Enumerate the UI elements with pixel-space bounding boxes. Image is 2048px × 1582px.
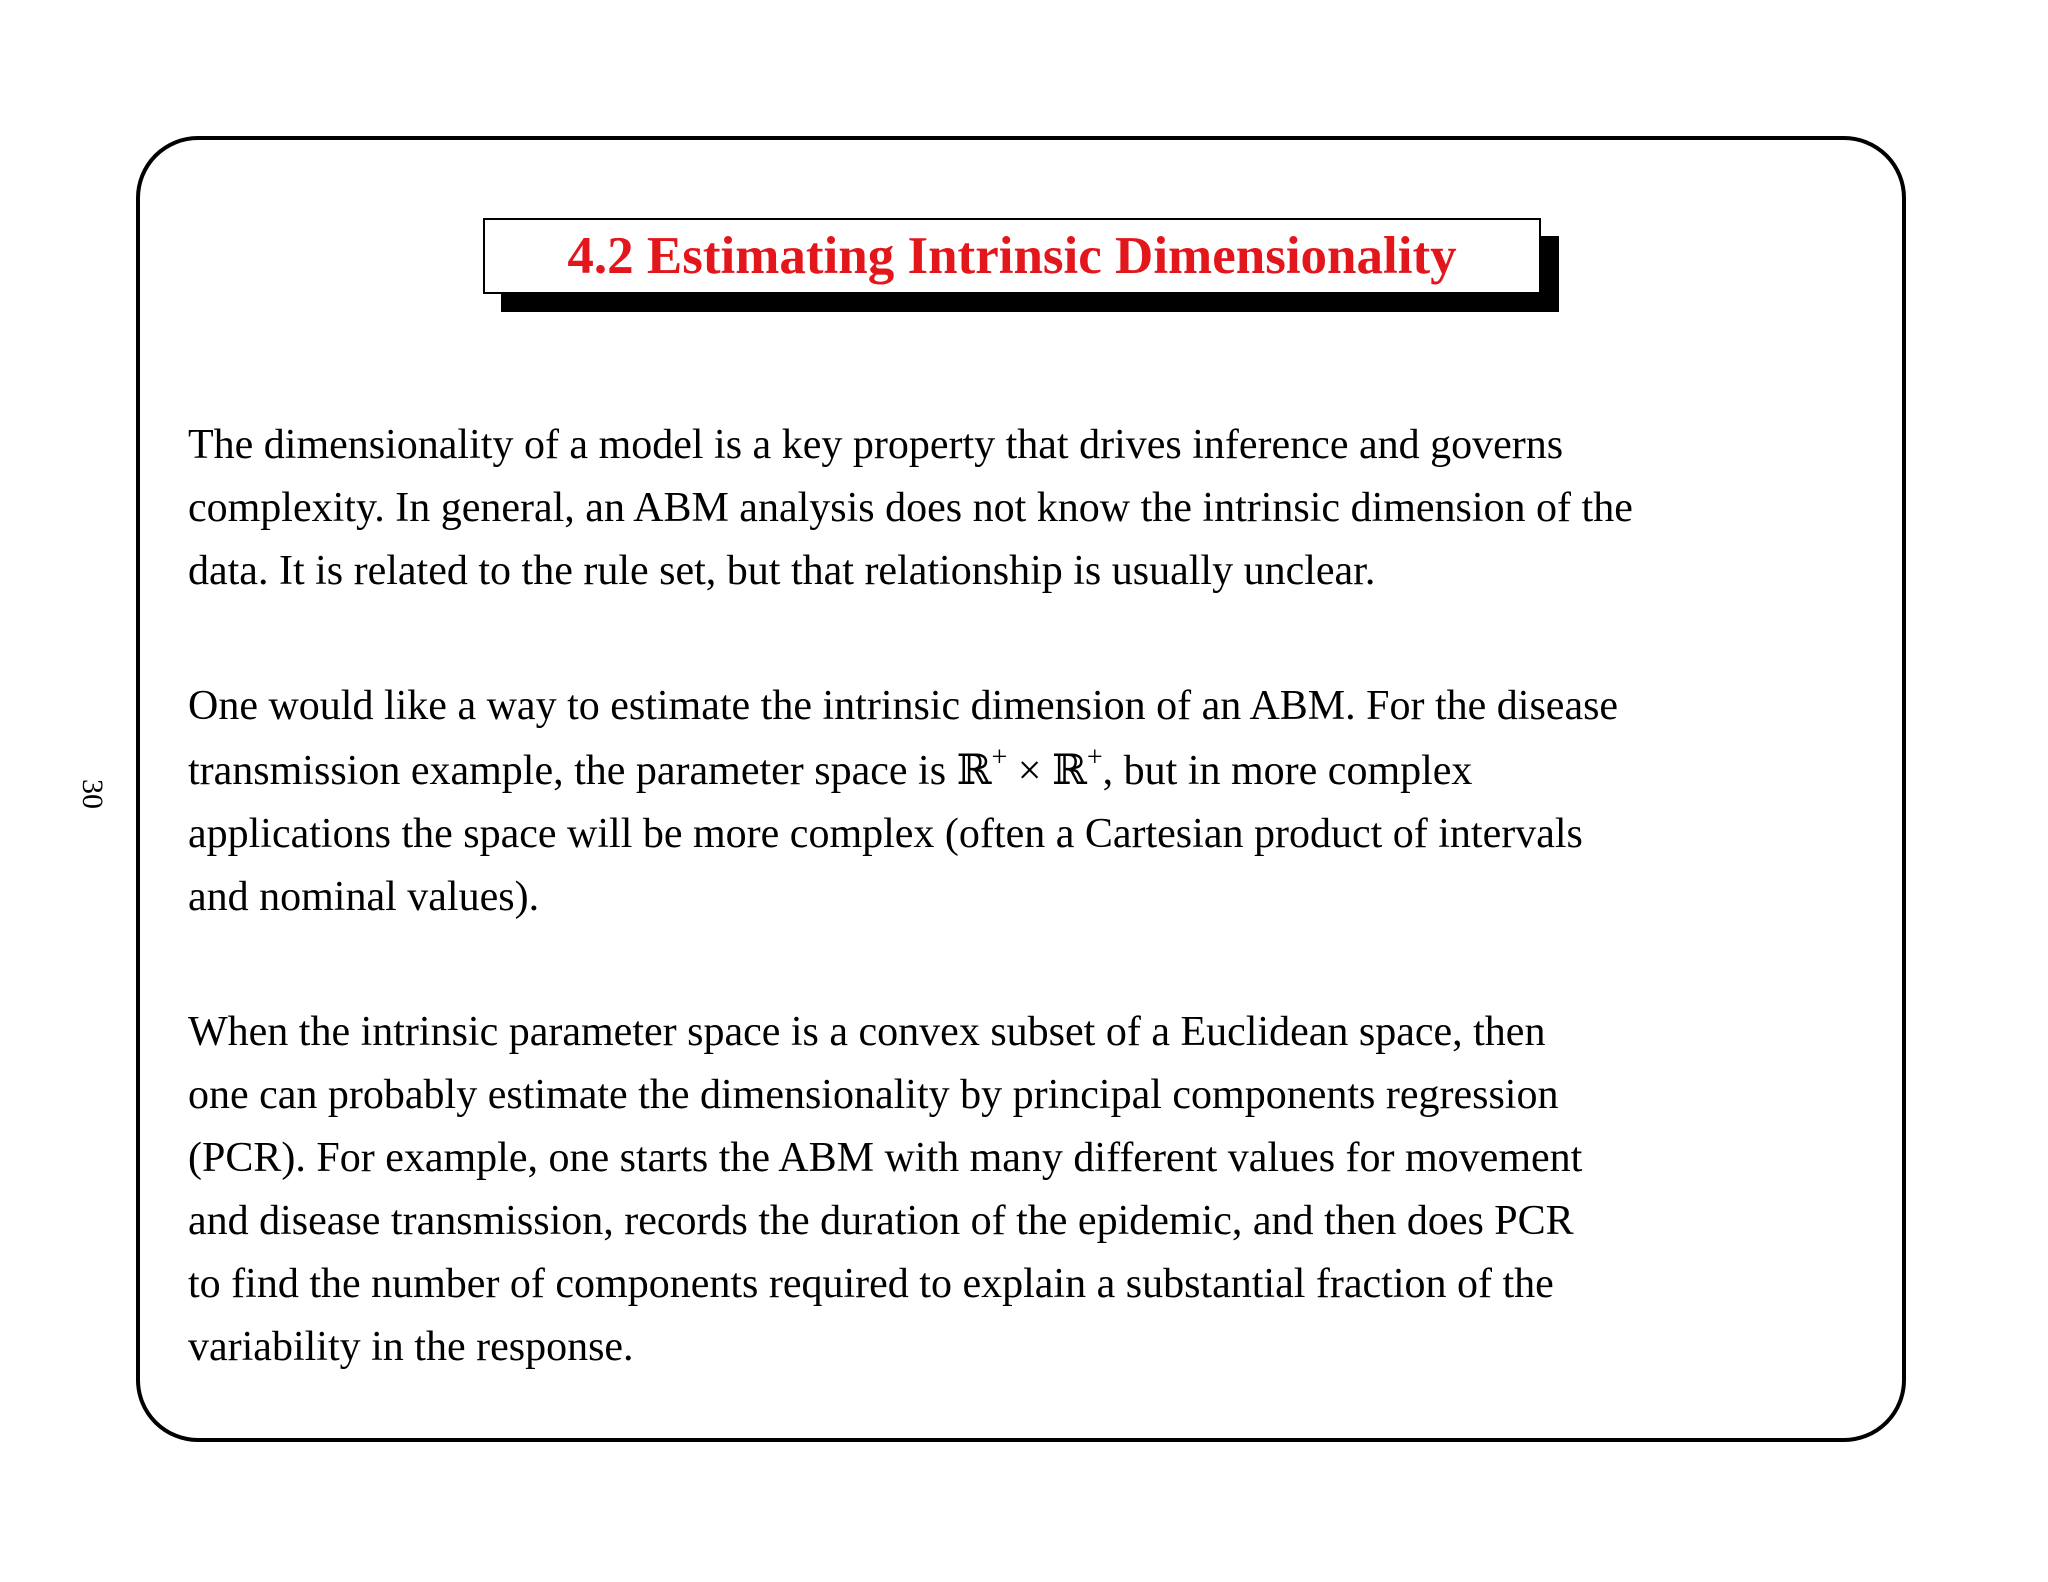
paragraph-line-with-math — [188, 738, 1888, 803]
paragraph-line: and disease transmission, records the duration of the epidemic, and then does PCR — [188, 1198, 1574, 1244]
real-numbers-symbol: ℝ — [1051, 745, 1087, 794]
page-number: 30 — [76, 779, 109, 809]
body-text — [188, 414, 1888, 1451]
times-symbol: × — [1007, 748, 1052, 794]
paragraph-line: applications the space will be more complex (often a Cartesian product of intervals — [188, 811, 1583, 857]
paragraph-line: and nominal values). — [188, 874, 540, 920]
paragraph-line: The dimensionality of a model is a key property that drives inference and governs — [188, 422, 1564, 468]
title-box — [483, 218, 1541, 294]
line-text-before-math: transmission example, the parameter space is — [188, 748, 957, 794]
paragraph-2 — [188, 675, 1888, 929]
positive-superscript: + — [991, 742, 1008, 773]
section-title: 4.2 Estimating Intrinsic Dimensionality — [567, 226, 1457, 285]
paragraph-line: (PCR). For example, one starts the ABM with many different values for movement — [188, 1135, 1583, 1181]
paragraph-3 — [188, 1001, 1888, 1379]
line-text-after-math: , but in more complex — [1102, 748, 1473, 794]
paragraph-line: data. It is related to the rule set, but that relationship is usually unclear. — [188, 548, 1376, 594]
paragraph-1 — [188, 414, 1888, 603]
paragraph-line: to find the number of components required to explain a substantial fraction of the — [188, 1261, 1554, 1307]
paragraph-line: one can probably estimate the dimensionality by principal components regression — [188, 1072, 1559, 1118]
paragraph-line: complexity. In general, an ABM analysis does not know the intrinsic dimension of the — [188, 485, 1633, 531]
paragraph-line: When the intrinsic parameter space is a convex subset of a Euclidean space, then — [188, 1009, 1546, 1055]
positive-superscript: + — [1086, 742, 1103, 773]
section-title-block — [483, 218, 1541, 294]
paragraph-line: variability in the response. — [188, 1324, 634, 1370]
paragraph-line: One would like a way to estimate the intrinsic dimension of an ABM. For the disease — [188, 683, 1619, 729]
real-numbers-symbol: ℝ — [956, 745, 992, 794]
